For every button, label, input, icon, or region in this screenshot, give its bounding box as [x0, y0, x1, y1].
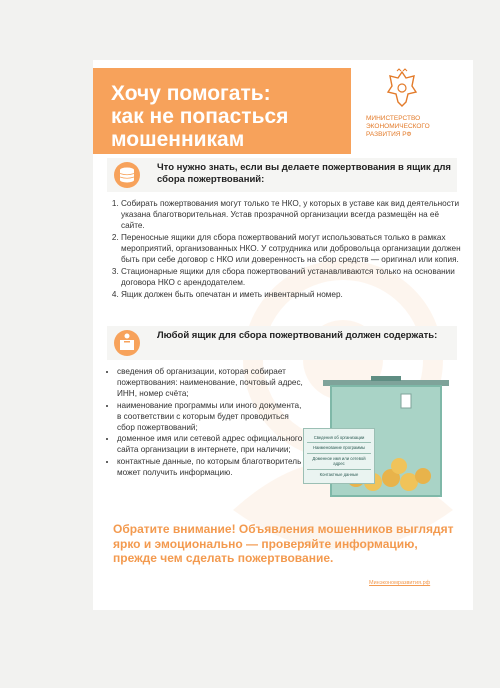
box-label-card	[303, 428, 375, 484]
coat-of-arms-icon	[386, 68, 418, 108]
section-header-know	[107, 158, 457, 192]
rules-list	[107, 198, 461, 301]
list-item: • контактные данные, по которым благотворитель может получить информацию.	[117, 456, 307, 478]
title-band	[93, 68, 351, 154]
list-item: 3. Стационарные ящики для сбора пожертвований устанавливаются только на основании договора НКО с арендодателем.	[121, 266, 461, 288]
leaflet-page	[93, 60, 473, 610]
box-label-line: Наименование программы	[307, 443, 371, 453]
warning-text: Обратите внимание! Объявления мошенников выглядят ярко и эмоционально — проверяйте информацию, прежде чем сделать пожертвование.	[113, 522, 454, 565]
donation-box-icon	[113, 329, 141, 357]
list-item: • наименование программы или иного документа, в соответствии с которым будет проводиться сбор пожертвований;	[117, 400, 307, 434]
list-item: 1. Собирать пожертвования могут только те НКО, у которых в уставе как вид деятельности указана благотворительная. Устав прозрачной организации всегда размещён на её сайте.	[121, 198, 461, 231]
box-label-line: Сведения об организации	[307, 433, 371, 443]
ministry-label: МИНИСТЕРСТВО ЭКОНОМИЧЕСКОГО РАЗВИТИЯ РФ	[366, 115, 430, 138]
list-item: • доменное имя или сетевой адрес официального сайта организации в интернете, при наличии;	[117, 433, 307, 455]
box-label-line: Контактные данные	[319, 471, 359, 477]
coins-icon	[113, 161, 141, 189]
requirements-list	[103, 366, 307, 478]
page-title: Хочу помогать: как не попасться мошенникам	[111, 82, 289, 151]
ministry-website-link[interactable]: Минэкономразвития.рф	[369, 580, 431, 586]
list-item: 2. Переносные ящики для сбора пожертвований могут использоваться только в рамках мероприятий, организованных НКО. У сотрудника или добровольца организации должен быть при себе договор с НКО или доверенность на сбор средств — оригинал или копия.	[121, 232, 461, 265]
box-label-line: Доменное имя или сетевой адрес	[307, 454, 371, 470]
section-heading: Что нужно знать, если вы делаете пожертвования в ящик для сбора пожертвований:	[157, 162, 451, 185]
section-heading: Любой ящик для сбора пожертвований должен содержать:	[157, 330, 438, 341]
section-header-box	[107, 326, 457, 360]
list-item: 4. Ящик должен быть опечатан и иметь инвентарный номер.	[121, 289, 461, 300]
list-item: • сведения об организации, которая собирает пожертвования: наименование, почтовый адрес, ИНН, номер счёта;	[117, 366, 307, 400]
